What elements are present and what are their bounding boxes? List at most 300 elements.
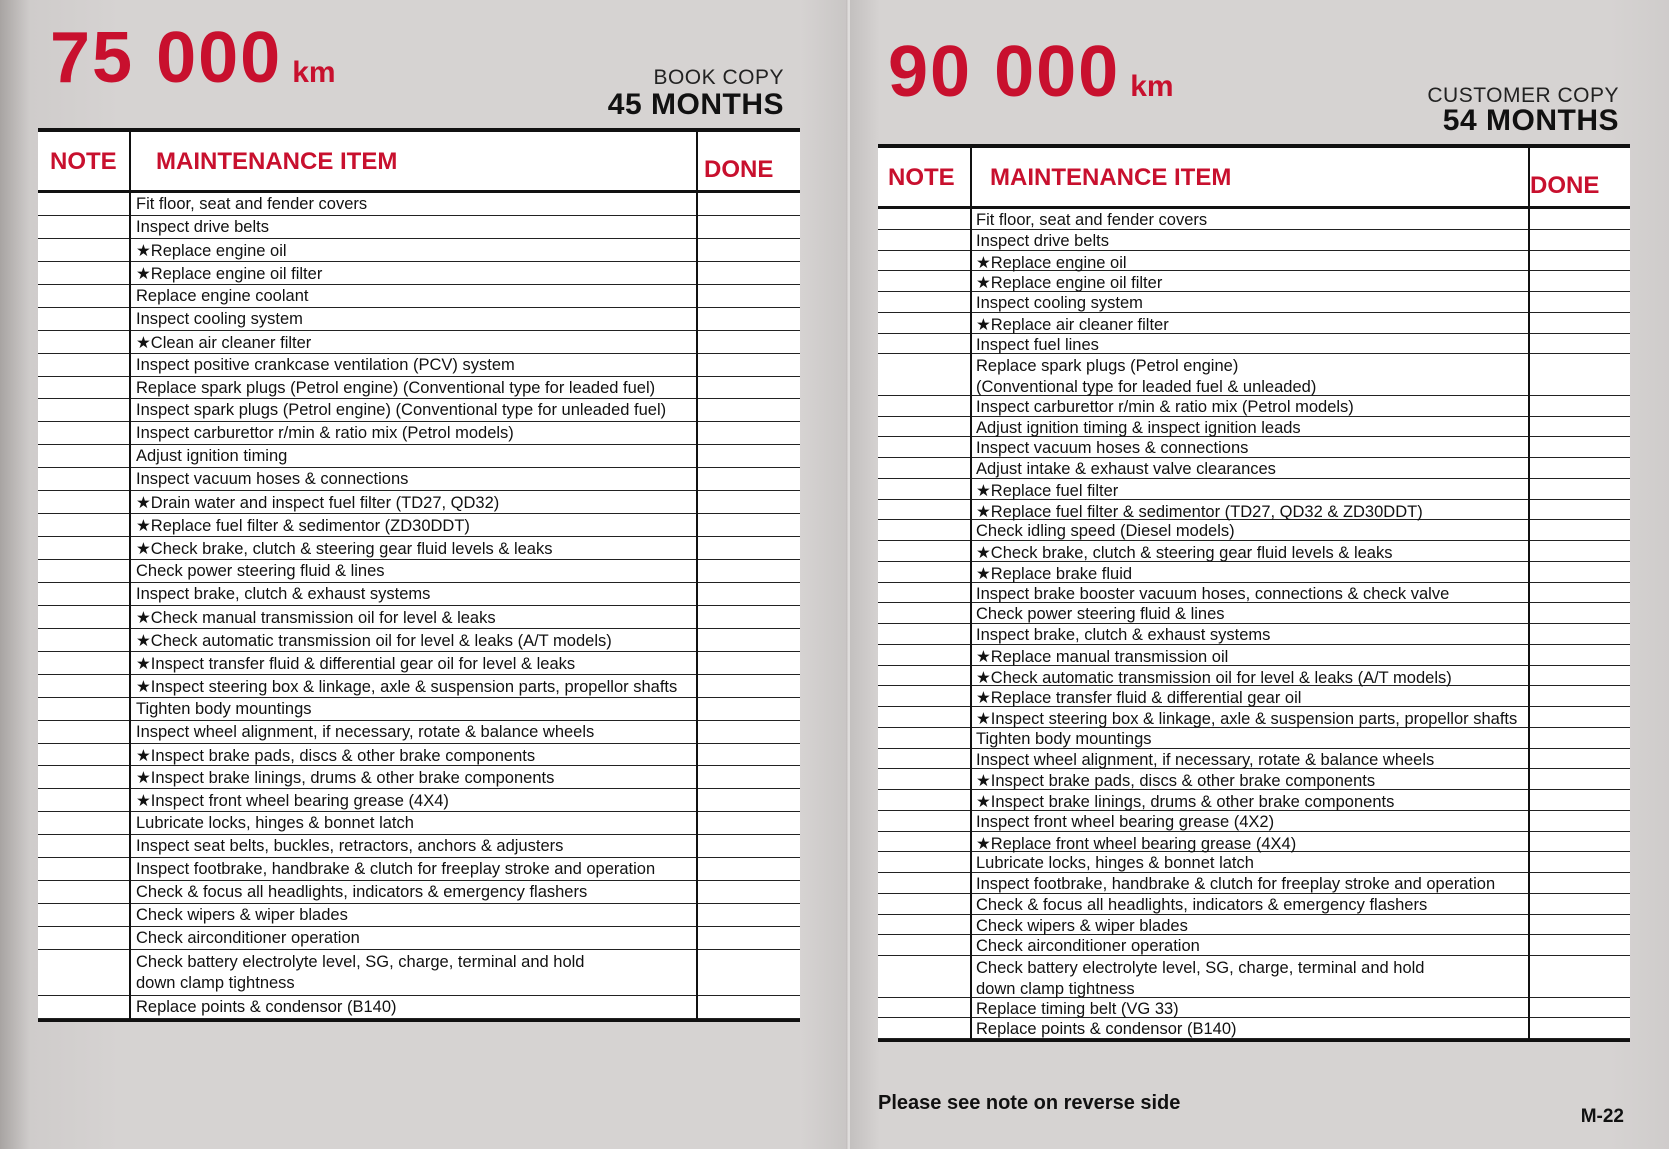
- maintenance-item-text: Inspect vacuum hoses & connections: [976, 439, 1249, 458]
- note-cell[interactable]: [878, 437, 970, 457]
- maintenance-item-text: Replace points & condensor (B140): [136, 997, 397, 1016]
- note-cell[interactable]: [38, 422, 129, 444]
- note-cell[interactable]: [878, 894, 970, 914]
- maintenance-item-text: Adjust ignition timing & inspect ignition leads: [976, 418, 1301, 437]
- note-cell[interactable]: [878, 417, 970, 437]
- done-checkbox-cell[interactable]: [696, 950, 800, 995]
- note-cell[interactable]: [878, 707, 970, 727]
- note-cell[interactable]: [878, 998, 970, 1018]
- done-checkbox-cell[interactable]: [1528, 832, 1630, 852]
- right-months: 54 MONTHS: [1442, 104, 1619, 137]
- note-cell[interactable]: [38, 308, 129, 330]
- right-header-note: NOTE: [888, 164, 955, 191]
- table-row: [878, 686, 1630, 707]
- maintenance-item-line: down clamp tightness: [136, 973, 295, 992]
- done-checkbox-cell[interactable]: [696, 445, 800, 467]
- note-cell[interactable]: [38, 996, 129, 1018]
- left-km-value: 75 000: [50, 18, 283, 98]
- note-cell[interactable]: [878, 479, 970, 499]
- note-cell[interactable]: [38, 606, 129, 628]
- maintenance-item-text: [976, 958, 1424, 1000]
- note-cell[interactable]: [38, 239, 129, 261]
- maintenance-item-text: ★Inspect brake pads, discs & other brake components: [976, 772, 1376, 791]
- left-header-item: MAINTENANCE ITEM: [156, 148, 398, 175]
- maintenance-item-text: Inspect brake booster vacuum hoses, connections & check valve: [976, 584, 1450, 603]
- table-row: [38, 468, 800, 491]
- done-checkbox-cell[interactable]: [696, 858, 800, 880]
- done-checkbox-cell[interactable]: [1528, 915, 1630, 935]
- done-checkbox-cell[interactable]: [1528, 417, 1630, 437]
- note-cell[interactable]: [878, 292, 970, 312]
- done-checkbox-cell[interactable]: [696, 422, 800, 444]
- note-cell[interactable]: [878, 334, 970, 354]
- note-cell[interactable]: [878, 251, 970, 271]
- done-checkbox-cell[interactable]: [1528, 334, 1630, 354]
- page-number: M-22: [1580, 1106, 1624, 1127]
- note-cell[interactable]: [38, 950, 129, 995]
- note-cell[interactable]: [38, 652, 129, 674]
- maintenance-item-line: Replace spark plugs (Petrol engine): [976, 357, 1239, 376]
- maintenance-item-text: Inspect brake, clutch & exhaust systems: [136, 584, 431, 603]
- note-cell[interactable]: [878, 271, 970, 291]
- done-checkbox-cell[interactable]: [1528, 624, 1630, 644]
- note-cell[interactable]: [878, 603, 970, 623]
- note-cell[interactable]: [38, 354, 129, 376]
- note-cell[interactable]: [38, 629, 129, 651]
- done-checkbox-cell[interactable]: [1528, 500, 1630, 520]
- left-km-heading: [50, 18, 336, 98]
- note-cell[interactable]: [878, 624, 970, 644]
- maintenance-item-text: Check airconditioner operation: [976, 937, 1200, 956]
- table-row: [878, 479, 1630, 500]
- maintenance-item-text: Check airconditioner operation: [136, 929, 360, 947]
- done-checkbox-cell[interactable]: [1528, 354, 1630, 395]
- done-checkbox-cell[interactable]: [696, 881, 800, 903]
- done-checkbox-cell[interactable]: [1528, 956, 1630, 997]
- maintenance-item-text: Tighten body mountings: [976, 729, 1152, 748]
- done-checkbox-cell[interactable]: [696, 744, 800, 766]
- done-checkbox-cell[interactable]: [1528, 562, 1630, 582]
- table-row: [878, 749, 1630, 770]
- done-checkbox-cell[interactable]: [696, 652, 800, 674]
- maintenance-item-text: Inspect front wheel bearing grease (4X2): [976, 812, 1275, 831]
- done-checkbox-cell[interactable]: [696, 308, 800, 330]
- note-cell[interactable]: [878, 1018, 970, 1038]
- note-cell[interactable]: [38, 445, 129, 467]
- maintenance-item-text: ★Replace transfer fluid & differential gear oil: [976, 689, 1302, 708]
- done-checkbox-cell[interactable]: [1528, 458, 1630, 478]
- maintenance-item-text: Inspect positive crankcase ventilation (PCV) system: [136, 355, 515, 374]
- maintenance-item-text: ★Replace brake fluid: [976, 564, 1133, 583]
- note-cell[interactable]: [878, 313, 970, 333]
- maintenance-item-text: ★Check automatic transmission oil for level & leaks (A/T models): [136, 631, 612, 650]
- maintenance-item-text: Replace spark plugs (Petrol engine) (Conventional type for leaded fuel): [136, 378, 656, 397]
- table-row: [38, 537, 800, 560]
- table-row: [878, 541, 1630, 562]
- note-cell[interactable]: [878, 666, 970, 686]
- maintenance-item-text: ★Clean air cleaner filter: [136, 333, 312, 352]
- table-row: [38, 239, 800, 262]
- maintenance-item-line: Check battery electrolyte level, SG, charge, terminal and hold: [976, 959, 1425, 977]
- done-checkbox-cell[interactable]: [696, 468, 800, 490]
- table-row: [38, 193, 800, 216]
- table-row: [38, 721, 800, 744]
- note-cell[interactable]: [38, 514, 129, 536]
- note-cell[interactable]: [38, 812, 129, 834]
- note-cell[interactable]: [878, 915, 970, 935]
- left-note-column-divider: [129, 132, 131, 1019]
- maintenance-item-text: Inspect spark plugs (Petrol engine) (Conventional type for unleaded fuel): [136, 401, 667, 420]
- done-checkbox-cell[interactable]: [696, 698, 800, 720]
- table-row: [38, 583, 800, 606]
- done-checkbox-cell[interactable]: [1528, 583, 1630, 603]
- note-cell[interactable]: [38, 193, 129, 215]
- table-row: [878, 251, 1630, 272]
- done-checkbox-cell[interactable]: [696, 904, 800, 926]
- done-checkbox-cell[interactable]: [1528, 790, 1630, 810]
- right-copy-label: CUSTOMER COPY: [1427, 84, 1619, 107]
- table-row: [38, 629, 800, 652]
- table-row: [38, 835, 800, 858]
- maintenance-item-text: ★Inspect steering box & linkage, axle & suspension parts, propellor shafts: [976, 710, 1518, 728]
- table-row: [878, 790, 1630, 811]
- table-row: [38, 331, 800, 354]
- table-row: [38, 308, 800, 331]
- table-row: [38, 422, 800, 445]
- right-header-item: MAINTENANCE ITEM: [990, 164, 1232, 191]
- note-cell[interactable]: [38, 835, 129, 857]
- note-cell[interactable]: [38, 399, 129, 421]
- table-row: [878, 728, 1630, 749]
- table-row: [38, 904, 800, 927]
- left-header-done: DONE: [704, 156, 774, 183]
- note-cell[interactable]: [878, 935, 970, 955]
- done-checkbox-cell[interactable]: [1528, 998, 1630, 1018]
- done-checkbox-cell[interactable]: [696, 766, 800, 788]
- table-row: [38, 262, 800, 285]
- footer-note: Please see note on reverse side: [878, 1092, 1181, 1114]
- note-cell[interactable]: [878, 209, 970, 229]
- note-cell[interactable]: [38, 881, 129, 903]
- left-km-unit: km: [292, 56, 336, 89]
- done-checkbox-cell[interactable]: [696, 812, 800, 834]
- note-cell[interactable]: [38, 560, 129, 582]
- done-checkbox-cell[interactable]: [1528, 313, 1630, 333]
- done-checkbox-cell[interactable]: [696, 377, 800, 399]
- done-checkbox-cell[interactable]: [1528, 292, 1630, 312]
- table-row: [38, 491, 800, 514]
- table-row: [38, 996, 800, 1019]
- done-checkbox-cell[interactable]: [1528, 728, 1630, 748]
- note-cell[interactable]: [878, 811, 970, 831]
- note-cell[interactable]: [878, 541, 970, 561]
- maintenance-item-text: Inspect fuel lines: [976, 335, 1099, 354]
- table-row: [38, 354, 800, 377]
- table-row: [878, 437, 1630, 458]
- table-row: [38, 881, 800, 904]
- done-checkbox-cell[interactable]: [696, 216, 800, 238]
- done-checkbox-cell[interactable]: [696, 835, 800, 857]
- done-checkbox-cell[interactable]: [1528, 707, 1630, 727]
- done-checkbox-cell[interactable]: [696, 996, 800, 1018]
- maintenance-item-text: Adjust ignition timing: [136, 447, 288, 466]
- done-checkbox-cell[interactable]: [1528, 935, 1630, 955]
- table-row: [38, 652, 800, 675]
- left-table-rows: [38, 193, 800, 1019]
- table-row: [878, 998, 1630, 1019]
- table-row: [878, 956, 1630, 998]
- table-row: [38, 606, 800, 629]
- note-cell[interactable]: [878, 562, 970, 582]
- note-cell[interactable]: [38, 216, 129, 238]
- done-checkbox-cell[interactable]: [1528, 251, 1630, 271]
- maintenance-item-text: ★Replace fuel filter & sedimentor (ZD30DDT): [136, 517, 470, 536]
- table-row: [878, 313, 1630, 334]
- note-cell[interactable]: [878, 645, 970, 665]
- maintenance-item-text: ★Check automatic transmission oil for level & leaks (A/T models): [976, 668, 1452, 687]
- maintenance-item-text: Check wipers & wiper blades: [136, 906, 348, 925]
- maintenance-item-text: Inspect cooling system: [976, 294, 1143, 312]
- note-cell[interactable]: [38, 675, 129, 697]
- done-checkbox-cell[interactable]: [696, 583, 800, 605]
- maintenance-item-text: Fit floor, seat and fender covers: [136, 195, 368, 213]
- table-row: [878, 645, 1630, 666]
- done-checkbox-cell[interactable]: [696, 354, 800, 376]
- right-maintenance-table: [878, 144, 1630, 1042]
- maintenance-item-text: ★Replace fuel filter & sedimentor (TD27, QD32 & ZD30DDT): [976, 502, 1423, 521]
- note-cell[interactable]: [38, 721, 129, 743]
- table-row: [38, 514, 800, 537]
- note-cell[interactable]: [878, 354, 970, 395]
- maintenance-item-text: Check idling speed (Diesel models): [976, 522, 1235, 541]
- left-months: 45 MONTHS: [607, 88, 784, 121]
- done-checkbox-cell[interactable]: [1528, 894, 1630, 914]
- done-checkbox-cell[interactable]: [696, 560, 800, 582]
- done-checkbox-cell[interactable]: [696, 537, 800, 559]
- note-cell[interactable]: [38, 744, 129, 766]
- table-row: [878, 707, 1630, 728]
- left-table-header: [38, 132, 800, 193]
- done-checkbox-cell[interactable]: [1528, 209, 1630, 229]
- maintenance-item-text: Lubricate locks, hinges & bonnet latch: [976, 854, 1254, 873]
- done-checkbox-cell[interactable]: [1528, 749, 1630, 769]
- table-row: [878, 1018, 1630, 1039]
- maintenance-item-text: ★Inspect brake linings, drums & other brake components: [976, 793, 1395, 811]
- done-checkbox-cell[interactable]: [696, 399, 800, 421]
- done-checkbox-cell[interactable]: [1528, 686, 1630, 706]
- table-row: [878, 417, 1630, 438]
- done-checkbox-cell[interactable]: [1528, 520, 1630, 540]
- table-row: [38, 216, 800, 239]
- done-checkbox-cell[interactable]: [1528, 852, 1630, 872]
- done-checkbox-cell[interactable]: [696, 606, 800, 628]
- maintenance-item-text: [136, 952, 584, 994]
- maintenance-item-text: ★Replace front wheel bearing grease (4X4): [976, 834, 1297, 853]
- table-row: [878, 873, 1630, 894]
- maintenance-item-text: ★Inspect front wheel bearing grease (4X4): [136, 792, 449, 811]
- done-checkbox-cell[interactable]: [1528, 603, 1630, 623]
- table-row: [38, 675, 800, 698]
- note-cell[interactable]: [38, 583, 129, 605]
- done-checkbox-cell[interactable]: [1528, 541, 1630, 561]
- maintenance-item-text: Inspect cooling system: [136, 309, 303, 328]
- maintenance-item-text: Replace timing belt (VG 33): [976, 999, 1179, 1018]
- done-checkbox-cell[interactable]: [696, 675, 800, 697]
- done-checkbox-cell[interactable]: [696, 262, 800, 284]
- done-checkbox-cell[interactable]: [1528, 769, 1630, 789]
- note-cell[interactable]: [38, 331, 129, 353]
- note-cell[interactable]: [878, 873, 970, 893]
- left-header-note: NOTE: [50, 148, 117, 175]
- maintenance-item-text: Inspect seat belts, buckles, retractors, anchors & adjusters: [136, 837, 564, 856]
- maintenance-item-text: Inspect wheel alignment, if necessary, rotate & balance wheels: [136, 722, 595, 741]
- right-header-done: DONE: [1530, 172, 1600, 199]
- left-done-column-divider: [696, 132, 698, 1019]
- maintenance-item-text: Inspect drive belts: [976, 231, 1109, 250]
- table-row: [878, 915, 1630, 936]
- maintenance-item-text: ★Inspect brake pads, discs & other brake components: [136, 746, 536, 765]
- note-cell[interactable]: [38, 904, 129, 926]
- note-cell[interactable]: [878, 728, 970, 748]
- table-row: [38, 445, 800, 468]
- table-row: [38, 560, 800, 583]
- done-checkbox-cell[interactable]: [1528, 479, 1630, 499]
- table-row: [878, 354, 1630, 396]
- note-cell[interactable]: [38, 262, 129, 284]
- note-cell[interactable]: [38, 537, 129, 559]
- right-page: [850, 0, 1669, 1149]
- maintenance-item-line: Check battery electrolyte level, SG, charge, terminal and hold: [136, 952, 585, 971]
- maintenance-item-text: Lubricate locks, hinges & bonnet latch: [136, 814, 414, 833]
- table-row: [878, 292, 1630, 313]
- table-row: [38, 399, 800, 422]
- maintenance-item-text: ★Replace engine oil: [976, 253, 1127, 272]
- note-cell[interactable]: [38, 468, 129, 490]
- done-checkbox-cell[interactable]: [1528, 437, 1630, 457]
- note-cell[interactable]: [38, 858, 129, 880]
- table-row: [38, 766, 800, 789]
- maintenance-item-text: Inspect wheel alignment, if necessary, rotate & balance wheels: [976, 750, 1435, 769]
- note-cell[interactable]: [878, 396, 970, 416]
- done-checkbox-cell[interactable]: [1528, 1018, 1630, 1038]
- maintenance-item-text: Inspect footbrake, handbrake & clutch for freeplay stroke and operation: [136, 860, 656, 879]
- maintenance-item-text: ★Replace engine oil filter: [976, 274, 1163, 293]
- left-copy-label: BOOK COPY: [653, 66, 784, 89]
- table-row: [878, 666, 1630, 687]
- done-checkbox-cell[interactable]: [696, 721, 800, 743]
- maintenance-item-text: ★Inspect transfer fluid & differential gear oil for level & leaks: [136, 654, 576, 673]
- note-cell[interactable]: [878, 583, 970, 603]
- note-cell[interactable]: [878, 520, 970, 540]
- done-checkbox-cell[interactable]: [1528, 873, 1630, 893]
- table-row: [38, 858, 800, 881]
- note-cell[interactable]: [878, 230, 970, 250]
- done-checkbox-cell[interactable]: [1528, 666, 1630, 686]
- note-cell[interactable]: [38, 285, 129, 307]
- maintenance-item-text: Check & focus all headlights, indicators & emergency flashers: [976, 895, 1428, 914]
- note-cell[interactable]: [878, 790, 970, 810]
- table-row: [878, 334, 1630, 355]
- table-row: [878, 603, 1630, 624]
- maintenance-item-text: ★Replace engine oil: [136, 241, 287, 260]
- note-cell[interactable]: [38, 766, 129, 788]
- table-row: [38, 285, 800, 308]
- note-cell[interactable]: [38, 377, 129, 399]
- note-cell[interactable]: [878, 749, 970, 769]
- maintenance-item-text: Tighten body mountings: [136, 699, 312, 718]
- note-cell[interactable]: [878, 852, 970, 872]
- right-table-header: [878, 148, 1630, 209]
- note-cell[interactable]: [878, 832, 970, 852]
- note-cell[interactable]: [878, 500, 970, 520]
- note-cell[interactable]: [38, 927, 129, 949]
- maintenance-item-text: ★Check brake, clutch & steering gear fluid levels & leaks: [976, 544, 1393, 562]
- note-cell[interactable]: [878, 956, 970, 997]
- done-checkbox-cell[interactable]: [696, 789, 800, 811]
- maintenance-item-text: Check power steering fluid & lines: [976, 605, 1225, 624]
- table-row: [878, 624, 1630, 645]
- maintenance-item-text: ★Inspect steering box & linkage, axle & suspension parts, propellor shafts: [136, 677, 678, 696]
- done-checkbox-cell[interactable]: [1528, 396, 1630, 416]
- done-checkbox-cell[interactable]: [1528, 271, 1630, 291]
- done-checkbox-cell[interactable]: [1528, 811, 1630, 831]
- done-checkbox-cell[interactable]: [696, 285, 800, 307]
- maintenance-item-text: Fit floor, seat and fender covers: [976, 211, 1208, 229]
- table-row: [38, 789, 800, 812]
- maintenance-item-text: Inspect vacuum hoses & connections: [136, 470, 409, 489]
- maintenance-item-text: ★Replace manual transmission oil: [976, 647, 1229, 666]
- note-cell[interactable]: [38, 698, 129, 720]
- maintenance-item-text: Replace engine coolant: [136, 286, 309, 305]
- table-row: [878, 811, 1630, 832]
- maintenance-item-text: Inspect footbrake, handbrake & clutch for freeplay stroke and operation: [976, 875, 1496, 893]
- maintenance-item-text: Check & focus all headlights, indicators & emergency flashers: [136, 883, 588, 902]
- table-row: [878, 562, 1630, 583]
- done-checkbox-cell[interactable]: [696, 514, 800, 536]
- maintenance-item-text: Inspect carburettor r/min & ratio mix (Petrol models): [976, 397, 1354, 416]
- done-checkbox-cell[interactable]: [696, 629, 800, 651]
- note-cell[interactable]: [878, 458, 970, 478]
- table-row: [878, 230, 1630, 251]
- table-row: [878, 583, 1630, 604]
- table-row: [878, 271, 1630, 292]
- table-row: [878, 852, 1630, 873]
- note-cell[interactable]: [878, 769, 970, 789]
- done-checkbox-cell[interactable]: [696, 193, 800, 215]
- done-checkbox-cell[interactable]: [1528, 230, 1630, 250]
- table-row: [38, 812, 800, 835]
- maintenance-item-text: ★Inspect brake linings, drums & other brake components: [136, 769, 555, 788]
- maintenance-item-line: (Conventional type for leaded fuel & unleaded): [976, 378, 1317, 397]
- maintenance-item-text: ★Check brake, clutch & steering gear fluid levels & leaks: [136, 540, 553, 559]
- done-checkbox-cell[interactable]: [696, 331, 800, 353]
- done-checkbox-cell[interactable]: [696, 927, 800, 949]
- right-km-heading: [888, 32, 1174, 112]
- maintenance-item-text: Check wipers & wiper blades: [976, 916, 1188, 935]
- done-checkbox-cell[interactable]: [1528, 645, 1630, 665]
- note-cell[interactable]: [878, 686, 970, 706]
- note-cell[interactable]: [38, 789, 129, 811]
- table-row: [878, 832, 1630, 853]
- done-checkbox-cell[interactable]: [696, 239, 800, 261]
- done-checkbox-cell[interactable]: [696, 491, 800, 513]
- note-cell[interactable]: [38, 491, 129, 513]
- table-row: [38, 927, 800, 950]
- maintenance-item-text: Check power steering fluid & lines: [136, 562, 385, 580]
- table-row: [878, 520, 1630, 541]
- right-km-value: 90 000: [888, 32, 1121, 112]
- maintenance-item-text: Inspect brake, clutch & exhaust systems: [976, 626, 1271, 644]
